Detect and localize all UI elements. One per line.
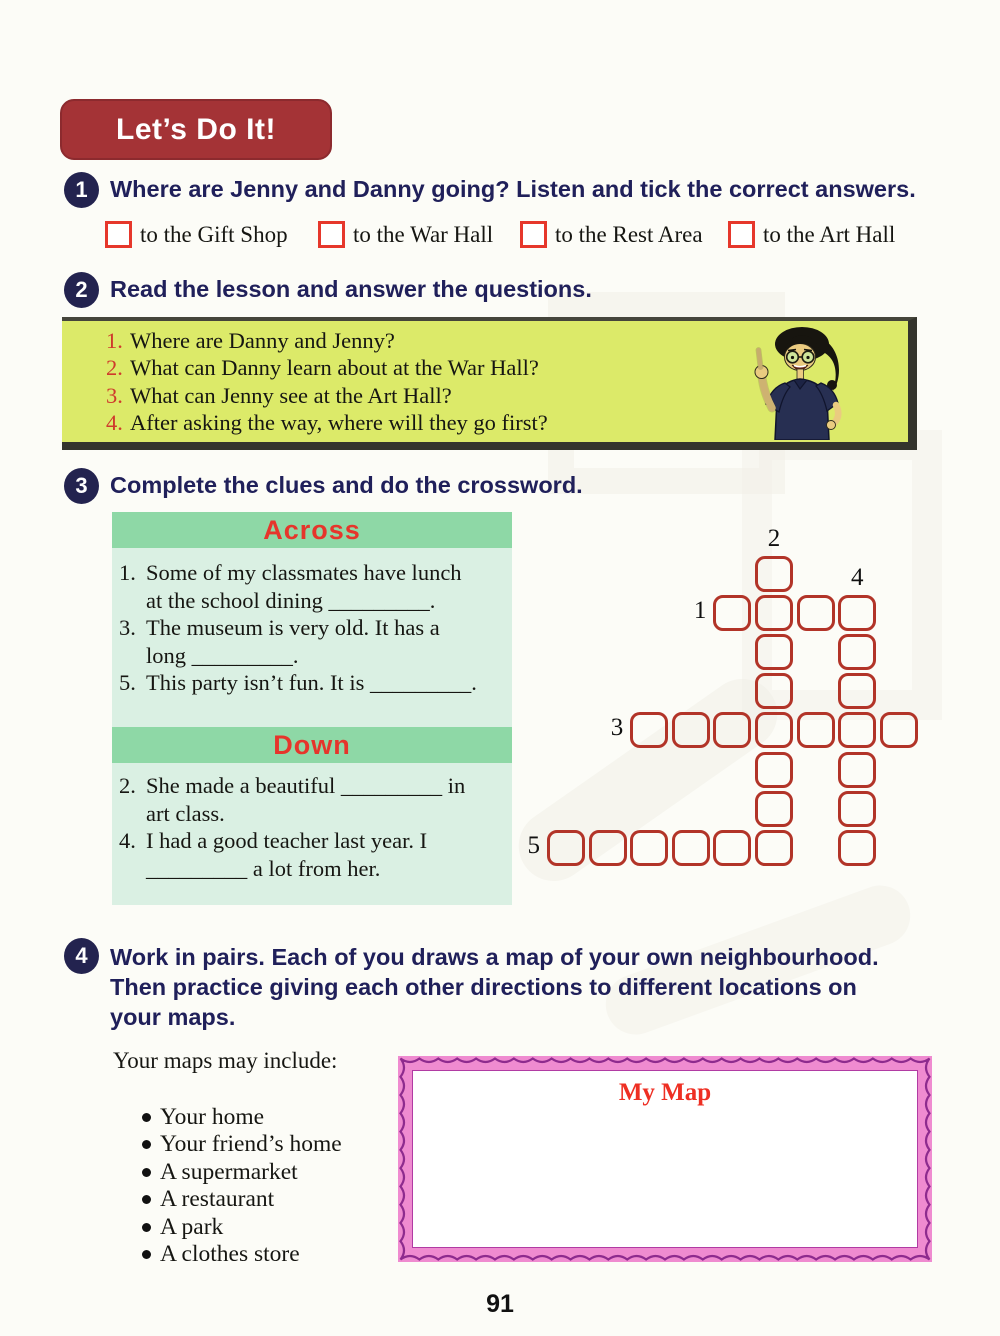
exercise-1-number-badge <box>64 172 99 208</box>
clue-number: 2. <box>119 773 136 798</box>
my-map-frame <box>398 1056 932 1262</box>
clue-text: She made a beautiful _________ in <box>146 773 466 798</box>
list-item-label: Your friend’s home <box>160 1131 342 1157</box>
across-header <box>112 512 512 548</box>
crossword-cell-r5c5[interactable] <box>755 752 793 788</box>
question-text: What can Danny learn about at the War Hall? <box>130 355 539 380</box>
crossword-cell-r7c2[interactable] <box>630 830 668 866</box>
list-item <box>142 1159 298 1186</box>
maps-include-label: Your maps may include: <box>113 1048 338 1073</box>
checkbox-rest-area[interactable] <box>520 221 547 248</box>
list-item-label: A park <box>160 1214 224 1240</box>
crossword-cell-r0c5[interactable] <box>755 556 793 592</box>
bullet-icon <box>142 1250 151 1259</box>
crossword-cell-r7c7[interactable] <box>838 830 876 866</box>
across-label: Across <box>263 514 361 545</box>
clue-text: I had a good teacher last year. I <box>146 828 428 853</box>
crossword-cell-r3c5[interactable] <box>755 673 793 709</box>
list-item-label: A clothes store <box>160 1241 300 1267</box>
list-item-label: A restaurant <box>160 1186 275 1212</box>
clue-line <box>119 801 509 827</box>
clue-text: Some of my classmates have lunch <box>146 560 462 585</box>
clue-text: This party isn’t fun. It is _________. <box>146 670 477 695</box>
crossword-cell-r4c2[interactable] <box>630 712 668 748</box>
pointing-woman-illustration <box>745 323 860 440</box>
clue-line <box>119 615 509 641</box>
exercise-2-number: 2 <box>75 277 88 302</box>
crossword-cell-r4c8[interactable] <box>880 712 918 748</box>
clue-text: The museum is very old. It has a <box>146 615 440 640</box>
clue-line <box>119 643 509 669</box>
exercise-1-number: 1 <box>75 177 88 202</box>
question-number: 1. <box>106 328 123 353</box>
bullet-icon <box>142 1223 151 1232</box>
listen-option-art-hall <box>728 221 895 248</box>
exercise-4-title-line: Then practice giving each other directions to different locations on <box>110 974 857 1000</box>
crossword-cell-r7c1[interactable] <box>589 830 627 866</box>
exercise-3-number-badge <box>64 468 99 504</box>
crossword-cell-r7c4[interactable] <box>713 830 751 866</box>
crossword-cell-r6c5[interactable] <box>755 791 793 827</box>
crossword-cell-r2c5[interactable] <box>755 634 793 670</box>
crossword-label-4: 4 <box>850 564 864 592</box>
crossword-cell-r7c5[interactable] <box>755 830 793 866</box>
crossword-cell-r1c7[interactable] <box>838 595 876 631</box>
clue-line <box>119 560 509 586</box>
option-label: to the War Hall <box>353 221 494 247</box>
list-item <box>142 1131 342 1158</box>
lets-do-it-banner <box>60 99 332 160</box>
crossword-cell-r4c5[interactable] <box>755 712 793 748</box>
checkbox-gift-shop[interactable] <box>105 221 132 248</box>
bullet-icon <box>142 1195 151 1204</box>
crossword-label-2: 2 <box>767 525 781 552</box>
option-label: to the Art Hall <box>763 221 896 247</box>
crossword-cell-r1c5[interactable] <box>755 595 793 631</box>
listen-option-rest-area <box>520 221 703 248</box>
page-number: 91 <box>486 1290 514 1318</box>
question-number: 4. <box>106 410 123 435</box>
question-number: 3. <box>106 383 123 408</box>
exercise-4-number: 4 <box>75 943 88 968</box>
crossword-cell-r7c3[interactable] <box>672 830 710 866</box>
clue-text: _________ a lot from her. <box>146 856 381 881</box>
exercise-2-number-badge <box>64 272 99 308</box>
crossword-label-3: 3 <box>610 714 624 742</box>
crossword-cell-r3c7[interactable] <box>838 673 876 709</box>
crossword-label-5: 5 <box>527 831 540 859</box>
list-item-label: A supermarket <box>160 1159 298 1185</box>
question-text: After asking the way, where will they go first? <box>130 410 548 435</box>
question-line <box>106 410 548 436</box>
checkbox-art-hall[interactable] <box>728 221 755 248</box>
listen-option-gift-shop <box>105 221 288 248</box>
exercise-4-title-line: Work in pairs. Each of you draws a map of your own neighbourhood. <box>110 944 879 970</box>
clue-number <box>119 801 146 827</box>
exercise-4-number-badge <box>64 938 99 974</box>
clue-number: 3. <box>119 615 136 640</box>
crossword-cell-r6c7[interactable] <box>838 791 876 827</box>
clue-number: 4. <box>119 828 136 853</box>
reading-questions-panel <box>62 317 917 450</box>
question-text: What can Jenny see at the Art Hall? <box>130 383 452 408</box>
my-map-drawing-area[interactable] <box>412 1070 918 1248</box>
exercise-3-number: 3 <box>75 473 88 498</box>
crossword-cell-r4c7[interactable] <box>838 712 876 748</box>
down-label: Down <box>273 729 351 760</box>
bullet-icon <box>142 1168 151 1177</box>
question-line <box>106 355 539 381</box>
crossword-cell-r7c0[interactable] <box>547 830 585 866</box>
clue-number: 5. <box>119 670 136 695</box>
clue-text: long _________. <box>146 643 299 668</box>
clue-line <box>119 773 509 799</box>
question-number: 2. <box>106 355 123 380</box>
crossword-cell-r1c4[interactable] <box>713 595 751 631</box>
crossword-cell-r5c7[interactable] <box>838 752 876 788</box>
option-label: to the Gift Shop <box>140 221 288 247</box>
my-map-title: My Map <box>618 1079 712 1106</box>
question-text: Where are Danny and Jenny? <box>130 328 395 353</box>
clue-number <box>119 643 146 669</box>
clue-text: at the school dining _________. <box>146 588 436 613</box>
crossword-label-1: 1 <box>693 597 707 625</box>
crossword <box>505 500 965 900</box>
clue-number <box>119 856 146 882</box>
exercise-1-title: Where are Jenny and Danny going? Listen and tick the correct answers. <box>110 176 916 202</box>
list-item <box>142 1186 274 1213</box>
crossword-cell-r4c3[interactable] <box>672 712 710 748</box>
clue-number <box>119 588 146 614</box>
clue-line <box>119 828 509 854</box>
question-line <box>106 383 452 409</box>
banner-label: Let’s Do It! <box>116 112 276 146</box>
crossword-cell-r2c7[interactable] <box>838 634 876 670</box>
exercise-2-title: Read the lesson and answer the questions. <box>110 276 592 302</box>
clue-line <box>119 670 509 696</box>
question-line <box>106 328 395 354</box>
exercise-4-title-line: your maps. <box>110 1004 236 1030</box>
crossword-cell-r1c6[interactable] <box>797 595 835 631</box>
list-item <box>142 1214 223 1241</box>
list-item <box>142 1104 264 1131</box>
crossword-clues-panel <box>112 512 512 905</box>
bullet-icon <box>142 1113 151 1122</box>
checkbox-war-hall[interactable] <box>318 221 345 248</box>
bullet-icon <box>142 1140 151 1149</box>
clue-number: 1. <box>119 560 136 585</box>
option-label: to the Rest Area <box>555 221 703 247</box>
exercise-3-title: Complete the clues and do the crossword. <box>110 472 583 498</box>
crossword-cell-r4c4[interactable] <box>713 712 751 748</box>
listen-option-war-hall <box>318 221 493 248</box>
list-item-label: Your home <box>160 1104 265 1130</box>
crossword-cell-r4c6[interactable] <box>797 712 835 748</box>
down-header <box>112 727 512 763</box>
clue-line <box>119 588 509 614</box>
clue-line <box>119 856 509 882</box>
clue-text: art class. <box>146 801 225 826</box>
list-item <box>142 1241 300 1268</box>
